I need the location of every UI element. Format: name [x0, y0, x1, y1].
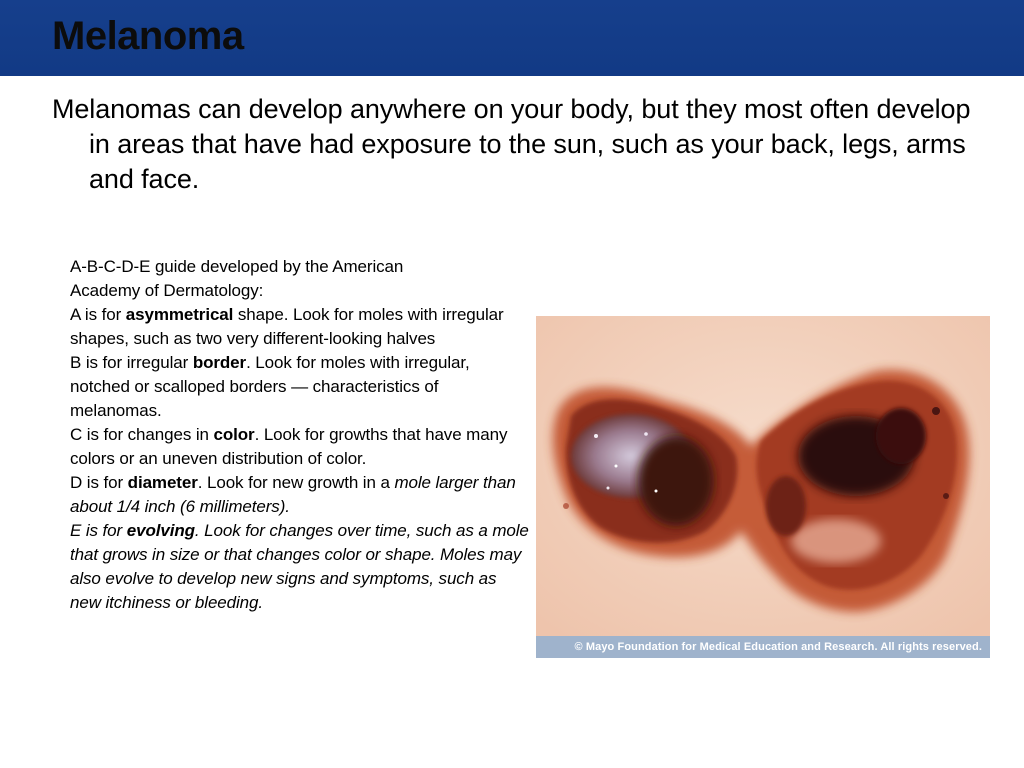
item-e-text: . Look for changes over time, such as a mole that grows in size or that changes color or shape. Moles may also evolve to develop new signs and symptoms, such as new itchiness or bleeding. [70, 521, 534, 612]
guide-item-c [70, 423, 530, 471]
slide-title: Melanoma [52, 14, 244, 58]
item-c-text: . Look for growths that have many colors or an uneven distribution of color. [70, 425, 512, 468]
item-d-text: . Look for new growth in a [197, 473, 395, 492]
item-e-prefix: E is for [70, 521, 127, 540]
item-b-text: . Look for moles with irregular, notched or scalloped borders — characteristics of melanomas. [70, 353, 475, 420]
item-d-text-italic: mole larger than about 1/4 inch (6 millimeters). [70, 473, 521, 516]
melanoma-photo [536, 316, 990, 658]
item-c-term: color [213, 425, 255, 444]
guide-item-a [70, 303, 530, 351]
guide-heading-line2: Academy of Dermatology: [70, 281, 264, 300]
abcde-guide [70, 255, 534, 615]
guide-item-d [70, 471, 530, 519]
item-b-prefix: B is for irregular [70, 353, 193, 372]
guide-item-e [70, 519, 534, 615]
guide-heading-line1: A-B-C-D-E guide developed by the American [70, 257, 404, 276]
item-a-text: shape. Look for moles with irregular shapes, such as two very different-looking halves [70, 305, 509, 348]
item-b-term: border [192, 353, 247, 372]
item-a-prefix: A is for [70, 305, 126, 324]
item-e-term: evolving [126, 521, 195, 540]
melanoma-lesion-icon [536, 316, 990, 658]
guide-item-b [70, 351, 530, 423]
item-d-prefix: D is for [70, 473, 128, 492]
item-d-term: diameter [127, 473, 198, 492]
photo-caption: © Mayo Foundation for Medical Education and Research. All rights reserved. [536, 636, 990, 658]
item-a-term: asymmetrical [125, 305, 234, 324]
item-c-prefix: C is for changes in [70, 425, 214, 444]
intro-paragraph: Melanomas can develop anywhere on your body, but they most often develop in areas that have had exposure to the sun, such as your back, legs, arms and face. [52, 94, 971, 194]
